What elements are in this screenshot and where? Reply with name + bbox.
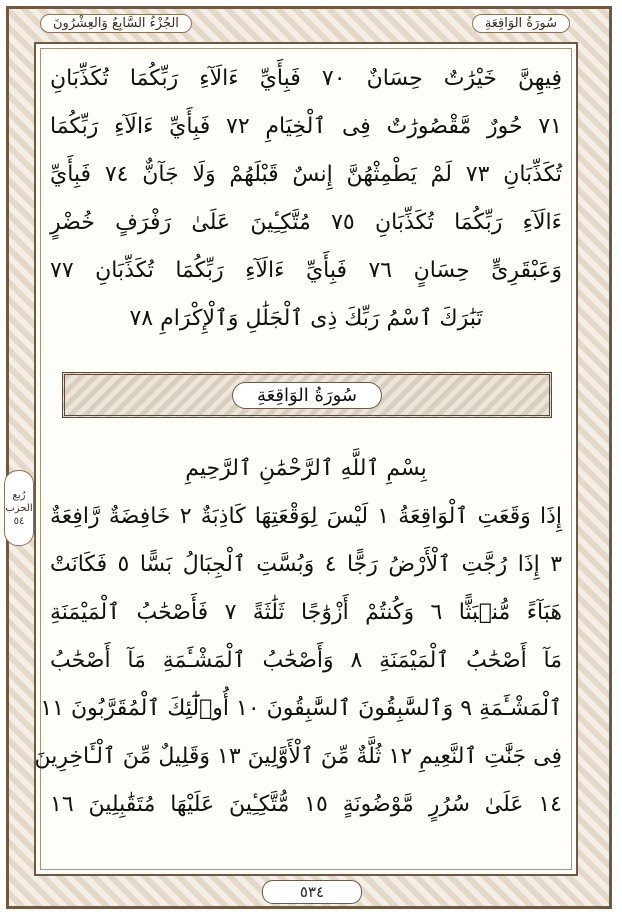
hizb-label-2: الحزب xyxy=(5,502,33,514)
verse-line: ٱلْمَشْـَٔمَةِ ٩ وَٱلسَّٰبِقُونَ ٱلسَّٰبِقُونَ ١٠ أُو۟لَٰٓئِكَ ٱلْمُقَرَّبُونَ ١١ xyxy=(40,696,562,721)
verse-line: ١٤ عَلَىٰ سُرُرٍ مَّوْضُونَةٍ ١٥ مُّتَّكِـِٔينَ عَلَيْهَا مُتَقَٰبِلِينَ ١٦ xyxy=(50,792,562,817)
verse-line: مَآ أَصْحَٰبُ ٱلْمَيْمَنَةِ ٨ وَأَصْحَٰبُ ٱلْمَشْـَٔمَةِ مَآ أَصْحَٰبُ xyxy=(50,648,562,673)
verse-line: فِيهِنَّ خَيْرَٰتٌ حِسَانٌ ٧٠ فَبِأَيِّ ءَالَآءِ رَبِّكُمَا تُكَذِّبَانِ xyxy=(50,66,562,91)
verse-line: إِذَا وَقَعَتِ ٱلْوَاقِعَةُ ١ لَيْسَ لِوَقْعَتِهَا كَاذِبَةٌ ٢ خَافِضَةٌ رَّافِعَةٌ xyxy=(50,504,562,529)
verse-line: هَبَآءً مُّنۢبَثًّا ٦ وَكُنتُمْ أَزْوَٰجًا ثَلَٰثَةً ٧ فَأَصْحَٰبُ ٱلْمَيْمَنَةِ xyxy=(50,600,562,625)
surah-title: سُورَةُ الوَاقِعَةِ xyxy=(232,382,382,409)
juz-label: الجُزْءُ السَّابِعُ وَالعِشْرُونَ xyxy=(40,14,192,33)
verses-block-top xyxy=(50,55,562,343)
page-number: ٥٣٤ xyxy=(262,880,362,904)
hizb-quarter-marker xyxy=(4,470,34,546)
verse-line: ءَالَآءِ رَبِّكُمَا تُكَذِّبَانِ ٧٥ مُتَّكِـِٔينَ عَلَىٰ رَفْرَفٍ خُضْرٍ xyxy=(50,210,563,235)
surah-title-banner xyxy=(62,372,552,418)
verse-line: فِى جَنَّٰتِ ٱلنَّعِيمِ ١٢ ثُلَّةٌ مِّنَ ٱلْأَوَّلِينَ ١٣ وَقَلِيلٌ مِّنَ ٱلْـَٔاخِرِينَ xyxy=(34,744,562,769)
surah-header-label: سُورَةُ الوَاقِعَةِ xyxy=(472,14,570,33)
hizb-number: ٥٤ xyxy=(13,515,25,527)
hizb-label-1: رُبع xyxy=(12,489,26,501)
basmala: بِسْمِ ٱللَّهِ ٱلرَّحْمَٰنِ ٱلرَّحِيمِ xyxy=(185,456,427,481)
verse-line: ٧١ حُورٌ مَّقْصُورَٰتٌ فِى ٱلْخِيَامِ ٧٢ فَبِأَيِّ ءَالَآءِ رَبِّكُمَا xyxy=(50,114,562,139)
verses-block-bottom xyxy=(34,445,563,829)
verse-line: ٣ إِذَا رُجَّتِ ٱلْأَرْضُ رَجًّا ٤ وَبُسَّتِ ٱلْجِبَالُ بَسًّا ٥ فَكَانَتْ xyxy=(50,552,563,577)
verse-line: تُكَذِّبَانِ ٧٣ لَمْ يَطْمِثْهُنَّ إِنسٌ قَبْلَهُمْ وَلَا جَآنٌّ ٧٤ فَبِأَيِّ xyxy=(50,162,562,187)
page-header xyxy=(40,10,570,36)
verse-line: تَبَٰرَكَ ٱسْمُ رَبِّكَ ذِى ٱلْجَلَٰلِ وَٱلْإِكْرَامِ ٧٨ xyxy=(129,306,483,331)
verse-line: وَعَبْقَرِىٍّ حِسَانٍ ٧٦ فَبِأَيِّ ءَالَآءِ رَبِّكُمَا تُكَذِّبَانِ ٧٧ xyxy=(50,258,563,283)
